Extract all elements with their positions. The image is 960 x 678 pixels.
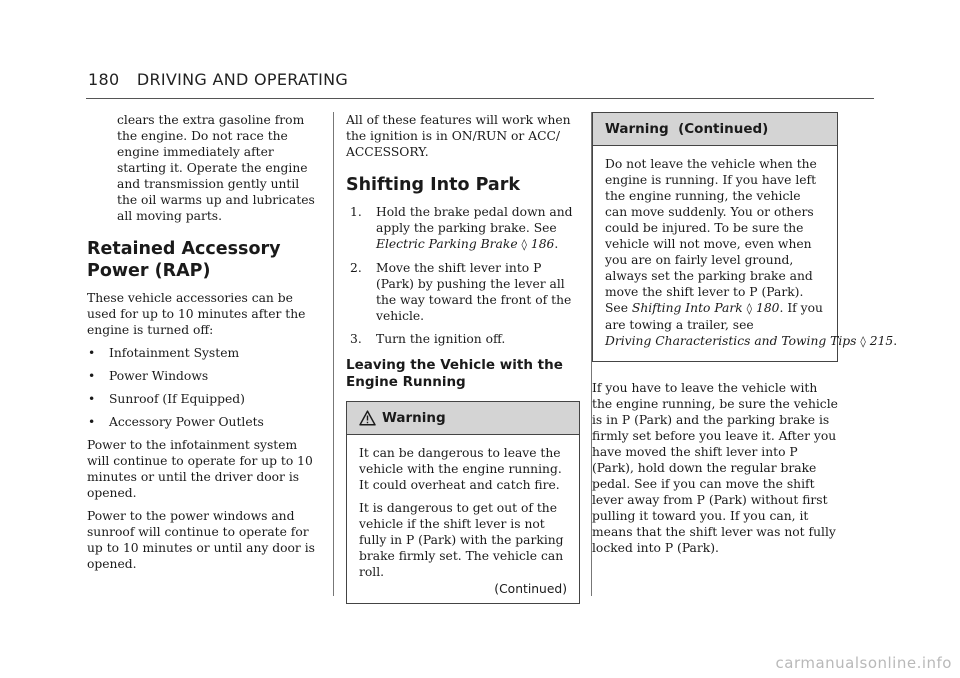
column-3: [592, 112, 898, 563]
park-steps: [346, 204, 580, 347]
continued-label: (Continued): [494, 582, 567, 596]
warning-continued-header: [593, 113, 837, 146]
leaving-vehicle-heading: Leaving the Vehicle with the Engine Running: [346, 357, 563, 390]
header-rule: [86, 98, 874, 99]
list-item: 2. Move the shift lever into P (Park) by pushing the lever all the way toward the front of the vehicle.: [350, 261, 572, 323]
page-ref-icon: ◊: [860, 335, 866, 348]
warning-paragraph-2: It is dangerous to get out of the vehicle if the shift lever is not fully in P (Park) with the parking brake firmly set. The vehicle can roll.: [359, 501, 564, 579]
warning-body: [347, 435, 579, 603]
column-divider-1: [333, 112, 334, 596]
page-number: 180: [88, 70, 120, 89]
list-item: 1. Hold the brake pedal down and apply the parking brake. See Electric Parking Brake ◊ 186.: [350, 205, 573, 251]
column-1: [87, 112, 323, 579]
shifting-heading: Shifting Into Park: [346, 175, 521, 195]
list-item: 3. Turn the ignition off.: [350, 332, 506, 346]
rap-heading: Retained Accessory Power (RAP): [87, 239, 281, 281]
list-item: • Infotainment System: [88, 346, 240, 360]
warning-continued-title: Warning (Continued): [605, 121, 769, 137]
warning-paragraph-1: It can be dangerous to leave the vehicle with the engine running. It could overheat and catch fire.: [359, 446, 562, 492]
list-item: • Accessory Power Outlets: [88, 415, 264, 429]
column-2: [346, 112, 580, 622]
shifting-into-park-link[interactable]: Shifting Into Park ◊ 180: [631, 301, 780, 315]
warning-box: [346, 401, 580, 604]
warning-continued-body: [593, 146, 898, 361]
towing-tips-link[interactable]: Driving Characteristics and Towing Tips ◊ 215: [605, 334, 894, 348]
accessory-list: [87, 345, 323, 430]
windows-paragraph: Power to the power windows and sunroof will continue to operate for up to 10 minutes or until any door is opened.: [87, 509, 315, 571]
warning-triangle-icon: [359, 410, 376, 426]
warning-header: [347, 402, 579, 435]
features-paragraph: All of these features will work when the ignition is in ON/RUN or ACC/ ACCESSORY.: [346, 113, 571, 159]
continued-paragraph: clears the extra gasoline from the engine. Do not race the engine immediately after starting it. Operate the engine and transmission gently until the oil warms up and lubricates all moving parts.: [117, 113, 315, 223]
parking-brake-link[interactable]: Electric Parking Brake ◊ 186: [376, 237, 555, 251]
rap-intro: These vehicle accessories can be used for up to 10 minutes after the engine is turned off:: [87, 291, 306, 337]
page-ref-icon: ◊: [521, 238, 527, 251]
leave-running-paragraph: If you have to leave the vehicle with the engine running, be sure the vehicle is in P (Park) and the parking brake is firmly set before you leave it. After you have moved the shift lever into P (Park), hold down the regular brake pedal. See if you can move the shift lever away from P (Park) without first pulling it toward you. If you can, it means that the shift lever was not fully locked into P (Park).: [592, 381, 838, 555]
bullet: •: [88, 415, 96, 429]
bullet: •: [88, 369, 96, 383]
page-ref-icon: ◊: [746, 302, 753, 315]
section-title: DRIVING AND OPERATING: [136, 70, 349, 89]
bullet: •: [88, 392, 96, 406]
warning-continued-box: [592, 112, 898, 362]
page-header: [88, 70, 348, 89]
warning-continued-text: Do not leave the vehicle when the engine is running. If you have left the engine running, the vehicle can move suddenly. You or others could be injured. To be sure the vehicle will not move, even when you are on fairly level ground, always set the parking brake and move the shift lever to P (Park). See Shifting Into Park ◊ 180. If you are towing a trailer, see Driving Characteristics and Towing Tips ◊ 215.: [605, 157, 898, 348]
watermark: carmanualsonline.info: [775, 654, 952, 672]
infotainment-paragraph: Power to the infotainment system will continue to operate for up to 10 minutes or until the driver door is opened.: [87, 438, 313, 500]
list-item: • Power Windows: [88, 369, 209, 383]
warning-title: Warning: [382, 410, 446, 426]
bullet: •: [88, 346, 96, 360]
list-item: • Sunroof (If Equipped): [88, 392, 245, 406]
